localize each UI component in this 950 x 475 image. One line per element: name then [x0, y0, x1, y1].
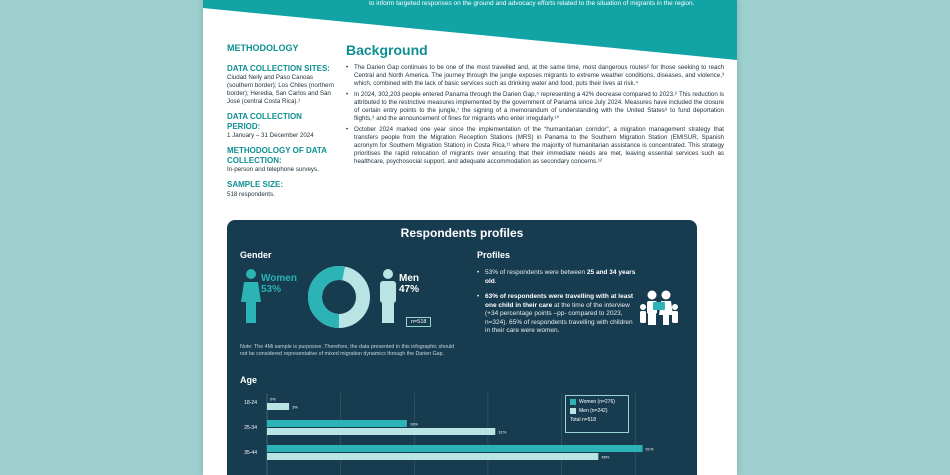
sample-text: 518 respondents.	[227, 190, 275, 198]
profile-2-bold: 63% of respondents were travelling with at least one child in their care	[485, 293, 634, 309]
background-bullet: • October 2024 marked one year since the implementation of the “humanitarian corridor”, a migration management strategy that transfers people from the Migration Reception Stations (MRS) in Panama to the Southern Migration Station (EMISUR, Spanish acronym for Southern Migration Station) in Costa Rica,¹¹ where the majority of humanitarian assistance is concentrated. This strategy prioritises the rapid relocation of migrants over ensuring that their immediate needs are met, leaving essential services such as healthcare, psychosocial support, and adequate accommodation as secondary concerns.¹²	[346, 126, 724, 166]
panel-title: Respondents profiles	[400, 226, 524, 240]
bar-women	[267, 445, 643, 452]
bar-value-label: 3%	[292, 404, 298, 410]
bar-value-label: 0%	[270, 396, 276, 402]
sample-heading: SAMPLE SIZE:	[227, 180, 284, 189]
profile-1-text: 53% of respondents were between	[485, 269, 587, 276]
age-bar-chart	[227, 220, 697, 475]
sample-size-box: n=518	[406, 317, 431, 327]
bar-men	[267, 403, 289, 410]
legend-total: Total n=518	[570, 417, 596, 423]
women-percent: 53%	[261, 284, 282, 295]
profile-1-end: .	[494, 277, 497, 285]
men-percent: 47%	[399, 284, 420, 295]
profile-2-text: at the time of the interview (+34 percentage points –pp- compared to 2023, n=324). 65% of respondents travelling with children in their care were women.	[485, 301, 633, 334]
period-heading: DATA COLLECTION PERIOD:	[227, 112, 302, 131]
background-title: Background	[346, 42, 428, 58]
bar-value-label: 45%	[601, 454, 610, 460]
period-text: 1 January – 31 December 2024	[227, 132, 314, 139]
gender-heading: Gender	[240, 250, 272, 260]
profiles-heading: Profiles	[477, 250, 511, 260]
method-text: In-person and telephone surveys.	[227, 166, 319, 173]
men-label-text: Men	[399, 273, 419, 284]
sites-heading: DATA COLLECTION SITES:	[227, 63, 330, 73]
legend-swatch-men	[570, 408, 576, 414]
methodology-column	[227, 44, 337, 205]
report-page	[203, 0, 737, 475]
banner-text: to inform targeted responses on the ground and advocacy efforts related to the situation of migrants in the region.	[369, 0, 695, 7]
legend-men	[570, 408, 624, 414]
bar-women	[267, 420, 407, 427]
legend-swatch-women	[570, 399, 576, 405]
background-bullet: • In 2024, 302,203 people entered Panama through the Darien Gap,⁵ representing a 42% decrease compared to 2023.⁶ This reduction is attributed to the restrictive measures implemented by the government of Panama since July 2024. Measures have included the closure of certain entry points to the jungle,⁷ the signing of a memorandum of understanding with the United States⁸ to fund deportation flights,⁹ and the announcement of fines for migrants who enter irregularly.¹⁰	[346, 91, 724, 123]
women-label-text: Women	[261, 273, 297, 284]
background-bullet: • The Darien Gap continues to be one of the most travelled and, at the same time, most dangerous routes² for those seeking to reach Central and North America. The journey through the jungle exposes migrants to extreme weather conditions, diseases, and violence,³ which, combined with the lack of basic services such as drinking water and food, puts their lives at risk.⁴	[346, 64, 724, 88]
bar-value-label: 51%	[645, 446, 654, 452]
method-heading: METHODOLOGY OF DATA COLLECTION:	[227, 146, 327, 165]
bar-value-label: 19%	[409, 421, 418, 427]
background-section	[346, 42, 724, 169]
bar-value-label: 31%	[498, 429, 507, 435]
respondents-profiles-panel	[227, 220, 697, 475]
legend-women	[570, 399, 624, 405]
age-category-label: 18-24	[244, 400, 257, 406]
age-category-label: 35-44	[244, 450, 257, 456]
legend-label-women: Women (n=276)	[579, 399, 615, 405]
sites-text: Ciudad Neily and Paso Canoas (southern border); Los Chiles (northern border); Heredia, San Carlos and San José (central Costa Rica).¹	[227, 74, 334, 105]
methodology-title: METHODOLOGY	[227, 43, 299, 53]
bar-men	[267, 453, 598, 460]
legend-label-men: Men (n=242)	[579, 408, 608, 414]
profile-1-bold: 25 and 34 years old	[485, 269, 636, 285]
sample-note: Note: The 4Mi sample is purposive. Therefore, the data presented in this infographic should not be considered representative of mixed migration dynamics through the Darien Gap.	[240, 344, 455, 357]
bar-men	[267, 428, 495, 435]
age-heading: Age	[240, 375, 258, 385]
chart-legend	[565, 395, 629, 433]
age-category-label: 25-34	[244, 425, 257, 431]
